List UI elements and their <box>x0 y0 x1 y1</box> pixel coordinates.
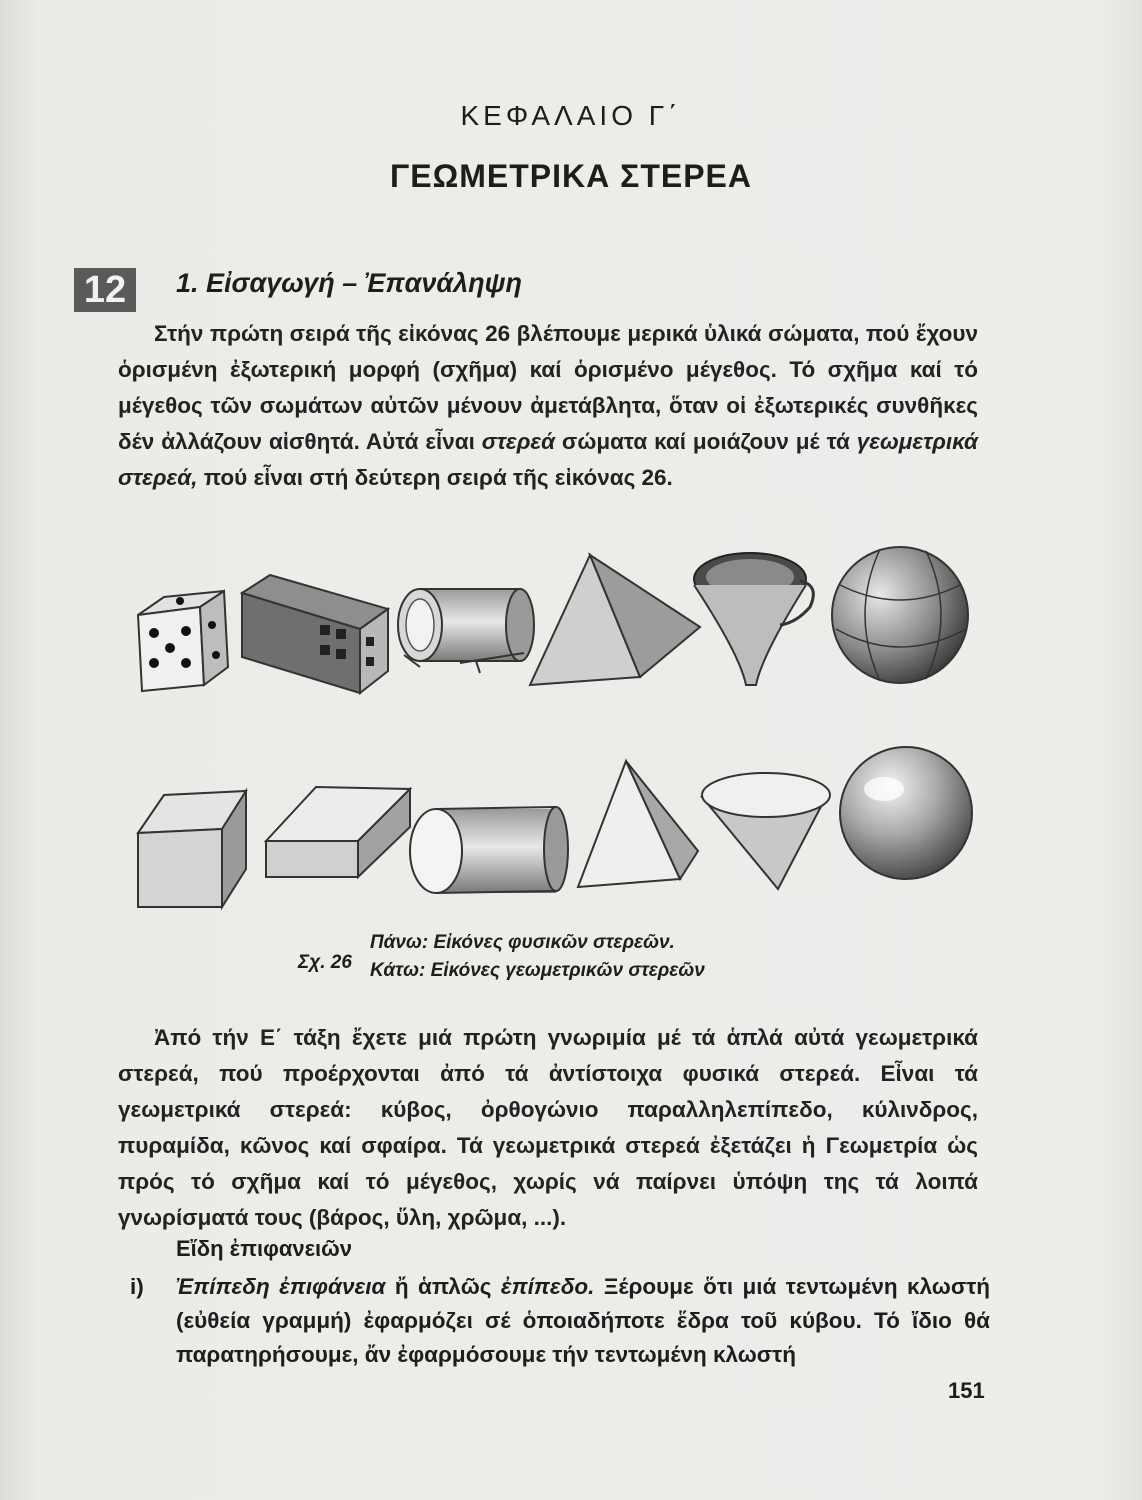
figure-26 <box>120 545 1000 945</box>
caption-top: Πάνω: Εἰκόνες φυσικῶν στερεῶν. <box>370 932 675 953</box>
item-text-b: Ξέρουμε ὅτι μιά τεντωμένη κλωστή (εὐθεία γραμμή) ἐφαρμόζει σέ ὁποιαδήποτε ἕδρα τοῦ κύβου. Τό ἴδιο θά παρατηρήσουμε, ἄν ἐφαρμόσουμε τήν τεντωμένη κλωστή <box>176 1274 990 1367</box>
section-number-badge: 12 <box>74 268 136 312</box>
sphere-icon <box>840 747 972 879</box>
intro-emphasis-solid: στερεά <box>481 429 556 454</box>
cone-icon <box>702 773 830 889</box>
pyramid-icon <box>578 761 698 887</box>
can-icon <box>398 589 534 673</box>
pyramid-object-icon <box>530 555 700 685</box>
figure-label: Σχ. 26 <box>298 952 352 973</box>
cube-icon <box>138 791 246 907</box>
figure-26-illustration <box>120 545 1000 945</box>
intro-text-c: πού εἶναι στή δεύτερη σειρά τῆς εἰκόνας 26. <box>197 465 673 490</box>
intro-emphasis-geometric: γεωμετρικά στερεά, <box>118 429 979 490</box>
brick-icon <box>242 575 388 693</box>
ball-icon <box>832 547 968 683</box>
intro-text-a: Στήν πρώτη σειρά τῆς εἰκόνας 26 βλέπουμε μερικά ὑλικά σώματα, πού ἔχουν ὁρισμένη ἐξωτερική μορφή (σχῆμα) καί ὁρισμένο μέγεθος. Τό σχῆμα καί τό μέγεθος τῶν σωμάτων αὐτῶν μένουν ἀμετάβλητα, ὅταν οἱ ἐξωτερικές συνθῆκες δέν ἀλλάζουν αἰσθητά. Αὐτά εἶναι <box>118 321 978 454</box>
caption-bottom: Κάτω: Εἰκόνες γεωμετρικῶν στερεῶν <box>370 960 705 981</box>
funnel-icon <box>694 553 813 685</box>
chapter-title: ΚΕΦΑΛΑΙΟ Γ΄ <box>460 100 682 131</box>
cuboid-icon <box>266 787 410 877</box>
intro-paragraph <box>118 316 978 496</box>
cylinder-icon <box>410 807 568 893</box>
surface-type-item-plane <box>130 1270 990 1372</box>
second-paragraph: Ἀπό τήν Ε΄ τάξη ἔχετε μιά πρώτη γνωριμία μέ τά ἁπλά αὐτά γεωμετρικά στερεά, πού προέρχονται ἀπό τά ἀντίστοιχα φυσικά στερεά. Εἶναι τά γεωμετρικά στερεά: κύβος, ὀρθογώνιο παραλληλεπίπεδο, κύλινδρος, πυραμίδα, κῶνος καί σφαίρα. Τά γεωμετρικά στερεά ἐξετάζει ἡ Γεωμετρία ὡς πρός τό σχῆμα καί τό μέγεθος, χωρίς νά παίρνει ὑπόψη της τά λοιπά γνωρίσματά τους (βάρος, ὕλη, χρῶμα, ...). <box>118 1025 978 1230</box>
item-text-a: ἤ ἁπλῶς <box>385 1274 501 1299</box>
page-title: ΓΕΩΜΕΤΡΙΚΑ ΣΤΕΡΕΑ <box>389 158 752 194</box>
item-emphasis-plane: ἐπίπεδο. <box>500 1274 595 1299</box>
item-emphasis-plane-surface: Ἐπίπεδη ἐπιφάνεια <box>176 1274 386 1299</box>
dice-icon <box>138 591 228 691</box>
item-body <box>176 1270 990 1372</box>
section-heading: 1. Εἰσαγωγή – Ἐπανάληψη <box>176 268 523 298</box>
surface-types-heading: Εἴδη ἐπιφανειῶν <box>176 1236 352 1261</box>
item-marker: i) <box>130 1274 144 1299</box>
page-number: 151 <box>948 1378 985 1403</box>
intro-text-b: σώματα καί μοιάζουν μέ τά <box>555 429 857 454</box>
